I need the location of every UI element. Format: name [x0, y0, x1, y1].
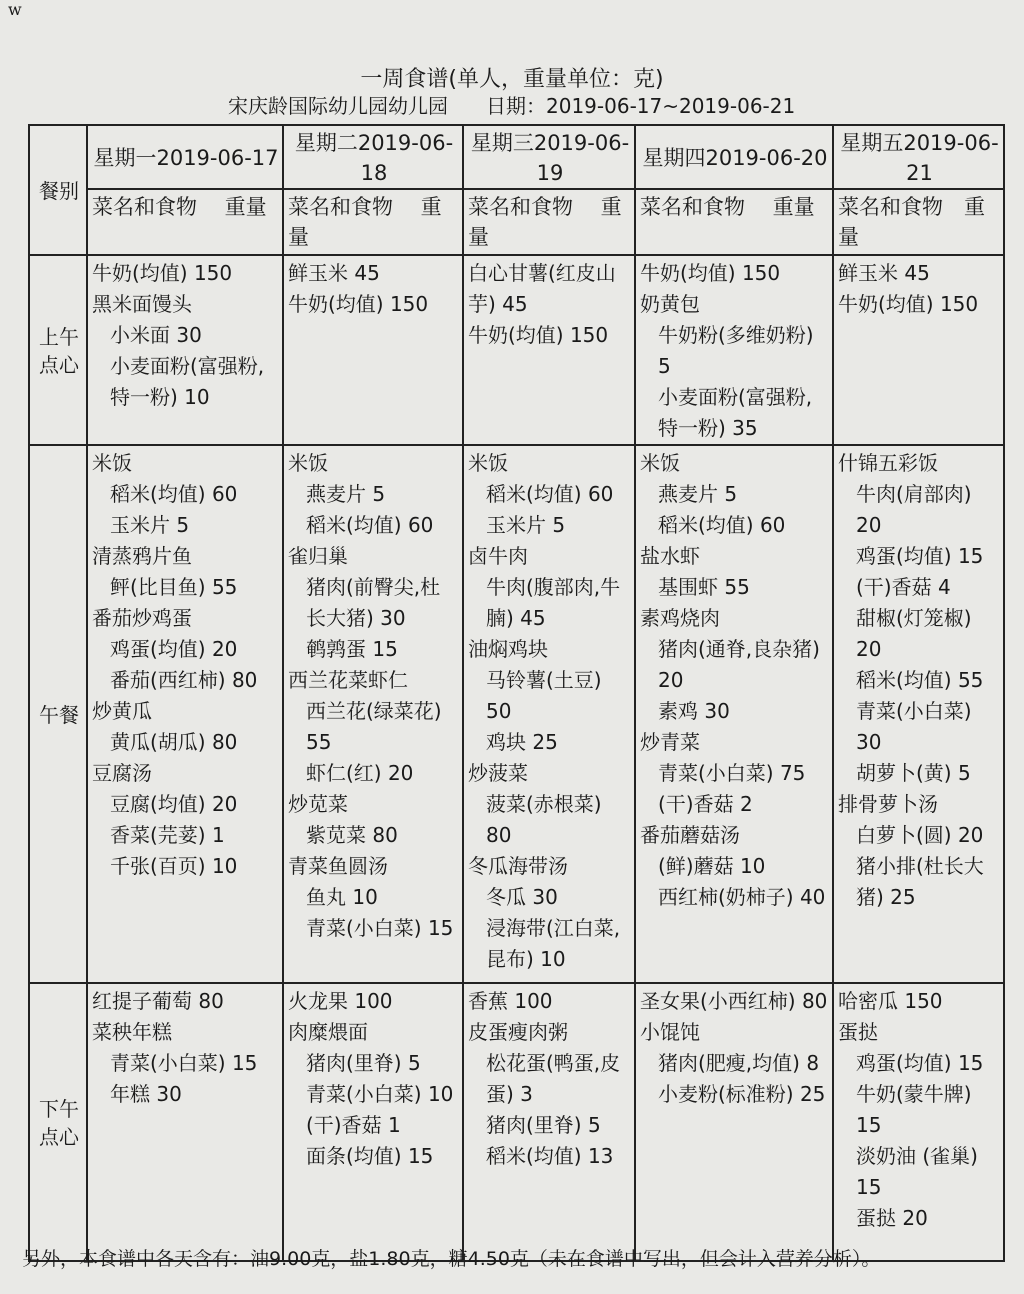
dish-item: 马铃薯(土豆) 50 — [486, 668, 602, 723]
dish-item: 什锦五彩饭 — [838, 451, 938, 475]
dish-item: 火龙果 100 — [288, 989, 393, 1013]
meal-label: 下午点心 — [29, 983, 87, 1261]
dish-item: 黄瓜(胡瓜) 80 — [110, 730, 238, 754]
dish-item: 蛋挞 20 — [856, 1206, 928, 1230]
menu-cell — [87, 445, 283, 983]
menu-cell — [463, 983, 635, 1261]
dish-item: 牛肉(肩部肉) 20 — [856, 482, 972, 537]
dish-item: 稻米(均值) 60 — [658, 513, 786, 537]
dish-item: 豆腐汤 — [92, 761, 152, 785]
dish-item: 菠菜(赤根菜) 80 — [486, 792, 602, 847]
dish-item: 千张(百页) 10 — [110, 854, 238, 878]
dish-item: 番茄炒鸡蛋 — [92, 606, 192, 630]
dish-item: 鸡蛋(均值) 15 — [856, 1051, 984, 1075]
dish-item: 冬瓜 30 — [486, 885, 558, 909]
dish-item: 小米面 30 — [110, 323, 202, 347]
dish-item: 猪肉(里脊) 5 — [306, 1051, 421, 1075]
dish-item: 牛奶(均值) 150 — [640, 261, 781, 285]
dish-item: 甜椒(灯笼椒) 20 — [856, 606, 972, 661]
column-subheader: 菜名和食物 重量 — [635, 189, 833, 255]
menu-cell — [635, 255, 833, 445]
footer-note: 另外，本食谱中各天含有：油9.00克，盐1.80克，糖4.50克（未在食谱中写出，但会计入营养分析）。 — [22, 1248, 881, 1270]
dish-item: 红提子葡萄 80 — [92, 989, 224, 1013]
dish-item: 青菜(小白菜) 75 — [658, 761, 806, 785]
dish-item: 小麦面粉(富强粉,特一粉) 35 — [658, 385, 813, 440]
dish-item: 鱼丸 10 — [306, 885, 378, 909]
dish-item: (干)香菇 4 — [856, 575, 951, 599]
dish-item: 素鸡烧肉 — [640, 606, 720, 630]
meal-row — [29, 983, 1004, 1261]
day-header-row — [29, 125, 1004, 189]
dish-item: 鹌鹑蛋 15 — [306, 637, 398, 661]
menu-cell — [283, 255, 463, 445]
dish-item: 年糕 30 — [110, 1082, 182, 1106]
dish-item: (干)香菇 1 — [306, 1113, 401, 1137]
day-header: 星期三2019-06-19 — [463, 125, 635, 189]
dish-item: (干)香菇 2 — [658, 792, 753, 816]
dish-item: 青菜(小白菜) 15 — [306, 916, 454, 940]
dish-item: 番茄(西红柿) 80 — [110, 668, 258, 692]
menu-cell — [635, 445, 833, 983]
column-subheader: 菜名和食物 重量 — [283, 189, 463, 255]
meal-label: 午餐 — [29, 445, 87, 983]
dish-item: 松花蛋(鸭蛋,皮蛋) 3 — [486, 1051, 621, 1106]
menu-table — [28, 124, 1005, 1262]
dish-item: 肉糜煨面 — [288, 1020, 368, 1044]
dish-item: 猪肉(里脊) 5 — [486, 1113, 601, 1137]
dish-item: 鲆(比目鱼) 55 — [110, 575, 238, 599]
dish-item: 雀归巢 — [288, 544, 348, 568]
dish-item: 哈密瓜 150 — [838, 989, 943, 1013]
dish-item: 炒菠菜 — [468, 761, 528, 785]
meal-row — [29, 255, 1004, 445]
dish-item: 猪肉(前臀尖,杜长大猪) 30 — [306, 575, 441, 630]
dish-item: 牛奶(均值) 150 — [468, 323, 609, 347]
meal-label: 上午点心 — [29, 255, 87, 445]
day-header: 星期四2019-06-20 — [635, 125, 833, 189]
dish-item: 圣女果(小西红柿) 80 — [640, 989, 828, 1013]
day-header: 星期二2019-06-18 — [283, 125, 463, 189]
menu-cell — [833, 445, 1004, 983]
dish-item: 青菜鱼圆汤 — [288, 854, 388, 878]
dish-item: 米饭 — [288, 451, 328, 475]
corner-mark: w — [8, 0, 22, 19]
dish-item: 鲜玉米 45 — [838, 261, 930, 285]
dish-item: 黑米面馒头 — [92, 292, 192, 316]
meal-row — [29, 445, 1004, 983]
dish-item: 奶黄包 — [640, 292, 700, 316]
dish-item: 炒苋菜 — [288, 792, 348, 816]
dish-item: 菜秧年糕 — [92, 1020, 172, 1044]
dish-item: 青菜(小白菜) 10 — [306, 1082, 454, 1106]
dish-item: 胡萝卜(黄) 5 — [856, 761, 971, 785]
dish-item: 米饭 — [640, 451, 680, 475]
dish-item: 玉米片 5 — [486, 513, 566, 537]
dish-item: 盐水虾 — [640, 544, 700, 568]
dish-item: 燕麦片 5 — [658, 482, 738, 506]
dish-item: 豆腐(均值) 20 — [110, 792, 238, 816]
menu-cell — [463, 255, 635, 445]
dish-item: 青菜(小白菜) 30 — [856, 699, 972, 754]
menu-cell — [463, 445, 635, 983]
dish-item: 素鸡 30 — [658, 699, 730, 723]
meal-header: 餐别 — [29, 125, 87, 255]
dish-item: 面条(均值) 15 — [306, 1144, 434, 1168]
column-subheader-row — [29, 189, 1004, 255]
dish-item: 鸡蛋(均值) 20 — [110, 637, 238, 661]
dish-item: 小麦粉(标准粉) 25 — [658, 1082, 826, 1106]
date-range: 日期：2019-06-17~2019-06-21 — [486, 94, 796, 118]
menu-cell — [833, 983, 1004, 1261]
dish-item: 稻米(均值) 60 — [306, 513, 434, 537]
page-title: 一周食谱(单人，重量单位：克) — [360, 67, 664, 92]
dish-item: 皮蛋瘦肉粥 — [468, 1020, 568, 1044]
dish-item: 浸海带(江白菜,昆布) 10 — [486, 916, 621, 971]
dish-item: 青菜(小白菜) 15 — [110, 1051, 258, 1075]
dish-item: 紫苋菜 80 — [306, 823, 398, 847]
dish-item: 油焖鸡块 — [468, 637, 548, 661]
dish-item: 鸡蛋(均值) 15 — [856, 544, 984, 568]
dish-item: 牛奶粉(多维奶粉) 5 — [658, 323, 814, 378]
subtitle — [228, 90, 833, 119]
column-subheader: 菜名和食物 重量 — [87, 189, 283, 255]
dish-item: 米饭 — [92, 451, 132, 475]
dish-item: 稻米(均值) 60 — [486, 482, 614, 506]
menu-cell — [87, 255, 283, 445]
dish-item: 白心甘薯(红皮山芋) 45 — [468, 261, 616, 316]
dish-item: 玉米片 5 — [110, 513, 190, 537]
dish-item: 牛奶(蒙牛牌) 15 — [856, 1082, 972, 1137]
dish-item: 稻米(均值) 60 — [110, 482, 238, 506]
dish-item: 稻米(均值) 55 — [856, 668, 984, 692]
dish-item: 基围虾 55 — [658, 575, 750, 599]
dish-item: 牛奶(均值) 150 — [92, 261, 233, 285]
dish-item: 西兰花(绿菜花) 55 — [306, 699, 442, 754]
dish-item: 冬瓜海带汤 — [468, 854, 568, 878]
dish-item: 炒青菜 — [640, 730, 700, 754]
dish-item: 香蕉 100 — [468, 989, 553, 1013]
dish-item: 鲜玉米 45 — [288, 261, 380, 285]
dish-item: 稻米(均值) 13 — [486, 1144, 614, 1168]
dish-item: 猪肉(肥瘦,均值) 8 — [658, 1051, 820, 1075]
day-header: 星期一2019-06-17 — [87, 125, 283, 189]
dish-item: 番茄蘑菇汤 — [640, 823, 740, 847]
dish-item: 小麦面粉(富强粉,特一粉) 10 — [110, 354, 265, 409]
dish-item: (鲜)蘑菇 10 — [658, 854, 766, 878]
dish-item: 牛奶(均值) 150 — [838, 292, 979, 316]
menu-cell — [283, 983, 463, 1261]
column-subheader: 菜名和食物 重量 — [463, 189, 635, 255]
dish-item: 米饭 — [468, 451, 508, 475]
dish-item: 燕麦片 5 — [306, 482, 386, 506]
dish-item: 猪小排(杜长大猪) 25 — [856, 854, 984, 909]
dish-item: 清蒸鸦片鱼 — [92, 544, 192, 568]
dish-item: 香菜(芫荽) 1 — [110, 823, 225, 847]
menu-cell — [283, 445, 463, 983]
column-subheader: 菜名和食物 重量 — [833, 189, 1004, 255]
dish-item: 牛奶(均值) 150 — [288, 292, 429, 316]
dish-item: 小馄饨 — [640, 1020, 700, 1044]
dish-item: 蛋挞 — [838, 1020, 878, 1044]
dish-item: 猪肉(通脊,良杂猪) 20 — [658, 637, 820, 692]
dish-item: 排骨萝卜汤 — [838, 792, 938, 816]
dish-item: 虾仁(红) 20 — [306, 761, 414, 785]
dish-item: 炒黄瓜 — [92, 699, 152, 723]
dish-item: 白萝卜(圆) 20 — [856, 823, 984, 847]
dish-item: 卤牛肉 — [468, 544, 528, 568]
dish-item: 淡奶油 (雀巢) 15 — [856, 1144, 978, 1199]
menu-cell — [87, 983, 283, 1261]
day-header: 星期五2019-06-21 — [833, 125, 1004, 189]
dish-item: 西兰花菜虾仁 — [288, 668, 408, 692]
menu-cell — [833, 255, 1004, 445]
dish-item: 牛肉(腹部肉,牛腩) 45 — [486, 575, 621, 630]
school-name: 宋庆龄国际幼儿园幼儿园 — [228, 94, 448, 118]
dish-item: 鸡块 25 — [486, 730, 558, 754]
dish-item: 西红柿(奶柿子) 40 — [658, 885, 826, 909]
menu-cell — [635, 983, 833, 1261]
